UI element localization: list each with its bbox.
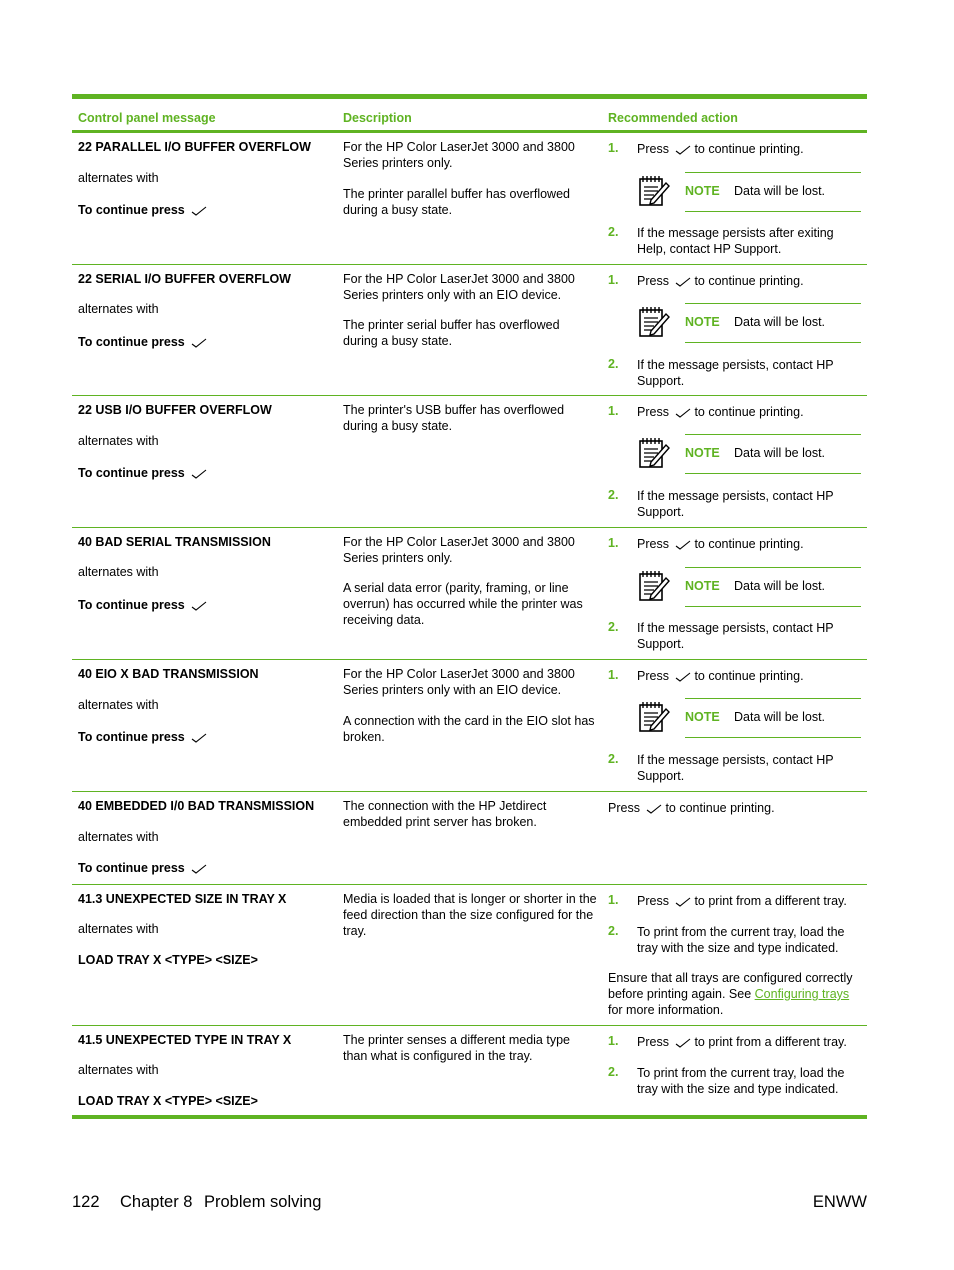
message-title: 41.3 UNEXPECTED SIZE IN TRAY X	[78, 892, 287, 906]
note-text: Data will be lost.	[734, 579, 826, 593]
step-text: If the message persists, contact HP Support.	[637, 489, 834, 519]
note-text: Data will be lost.	[734, 315, 826, 329]
message-title: 22 SERIAL I/O BUFFER OVERFLOW	[78, 272, 291, 286]
step-text: Press to continue printing.	[637, 537, 804, 551]
step-number: 2.	[608, 225, 619, 239]
load-tray-instruction: LOAD TRAY X <TYPE> <SIZE>	[78, 953, 258, 967]
header-recommended-action: Recommended action	[608, 111, 738, 125]
step-text: Press to continue printing.	[637, 669, 804, 683]
checkmark-icon	[191, 733, 207, 743]
alternates-text: alternates with	[78, 698, 159, 712]
continue-instruction: To continue press	[78, 730, 207, 744]
step-number: 2.	[608, 488, 619, 502]
alternates-text: alternates with	[78, 434, 159, 448]
note-box	[637, 303, 861, 341]
checkmark-icon	[646, 804, 662, 814]
table-header	[72, 99, 867, 133]
step-text: If the message persists after exiting Help, contact HP Support.	[637, 226, 834, 256]
message-title: 41.5 UNEXPECTED TYPE IN TRAY X	[78, 1033, 292, 1047]
header-control-panel-message: Control panel message	[78, 111, 216, 125]
note-text: Data will be lost.	[734, 446, 826, 460]
note-label: NOTE	[685, 710, 720, 724]
checkmark-icon	[675, 145, 691, 155]
message-title: 40 EMBEDDED I/0 BAD TRANSMISSION	[78, 799, 315, 813]
step-text: If the message persists, contact HP Support.	[637, 753, 834, 783]
description-text: A connection with the card in the EIO slot has broken.	[343, 714, 595, 744]
footer-chapter: Chapter 8	[120, 1193, 193, 1211]
checkmark-icon	[675, 540, 691, 550]
step-text: To print from the current tray, load the tray with the size and type indicated.	[637, 1066, 845, 1096]
step-number: 2.	[608, 752, 619, 766]
note-pad-icon	[637, 700, 671, 734]
note-label: NOTE	[685, 184, 720, 198]
checkmark-icon	[191, 206, 207, 216]
message-title: 22 USB I/O BUFFER OVERFLOW	[78, 403, 272, 417]
message-title: 40 EIO X BAD TRANSMISSION	[78, 667, 259, 681]
note-pad-icon	[637, 305, 671, 339]
step-text: If the message persists, contact HP Support.	[637, 358, 834, 388]
note-pad-icon	[637, 436, 671, 470]
table-row	[72, 528, 867, 660]
alternates-text: alternates with	[78, 171, 159, 185]
step-text: Press to continue printing.	[637, 405, 804, 419]
step-number: 1.	[608, 668, 619, 682]
checkmark-icon	[191, 601, 207, 611]
description-text: The printer senses a different media type than what is configured in the tray.	[343, 1033, 570, 1063]
note-box	[637, 434, 861, 472]
continue-instruction: To continue press	[78, 203, 207, 217]
load-tray-instruction: LOAD TRAY X <TYPE> <SIZE>	[78, 1094, 258, 1108]
action-text: Press to continue printing.	[608, 801, 775, 815]
checkmark-icon	[675, 408, 691, 418]
step-number: 1.	[608, 1034, 619, 1048]
message-title: 40 BAD SERIAL TRANSMISSION	[78, 535, 271, 549]
description-text: The printer's USB buffer has overflowed during a busy state.	[343, 403, 565, 433]
alternates-text: alternates with	[78, 830, 159, 844]
table-row	[72, 1026, 867, 1119]
alternates-text: alternates with	[78, 302, 159, 316]
note-pad-icon	[637, 569, 671, 603]
note-text: Data will be lost.	[734, 710, 826, 724]
checkmark-icon	[191, 469, 207, 479]
table-row	[72, 265, 867, 396]
step-number: 2.	[608, 620, 619, 634]
step-number: 1.	[608, 404, 619, 418]
table-row	[72, 885, 867, 1026]
note-pad-icon	[637, 174, 671, 208]
configuring-trays-link[interactable]: Configuring trays	[754, 987, 850, 1001]
note-text: Data will be lost.	[734, 184, 826, 198]
step-number: 1.	[608, 893, 619, 907]
description-text: A serial data error (parity, framing, or line overrun) has occurred while the printer was receiving data.	[343, 581, 583, 627]
footer-section: Problem solving	[204, 1193, 322, 1211]
note-label: NOTE	[685, 579, 720, 593]
description-text: The printer parallel buffer has overflowed during a busy state.	[343, 187, 570, 217]
table-row	[72, 396, 867, 528]
checkmark-icon	[675, 277, 691, 287]
note-label: NOTE	[685, 446, 720, 460]
step-number: 1.	[608, 273, 619, 287]
table-row	[72, 660, 867, 792]
additional-info: Ensure that all trays are configured correctly before printing again. See Configuring trays for more information.	[608, 971, 853, 1017]
step-number: 1.	[608, 536, 619, 550]
page-number: 122	[72, 1193, 100, 1211]
step-text: Press to continue printing.	[637, 274, 804, 288]
table-row	[72, 133, 867, 265]
step-number: 2.	[608, 924, 619, 938]
alternates-text: alternates with	[78, 1063, 159, 1077]
step-text: To print from the current tray, load the tray with the size and type indicated.	[637, 925, 845, 955]
checkmark-icon	[191, 338, 207, 348]
description-text: For the HP Color LaserJet 3000 and 3800 Series printers only with an EIO device.	[343, 272, 575, 302]
continue-instruction: To continue press	[78, 466, 207, 480]
alternates-text: alternates with	[78, 922, 159, 936]
step-text: Press to print from a different tray.	[637, 894, 847, 908]
description-text: For the HP Color LaserJet 3000 and 3800 Series printers only with an EIO device.	[343, 667, 575, 697]
step-text: Press to print from a different tray.	[637, 1035, 847, 1049]
continue-instruction: To continue press	[78, 861, 207, 875]
continue-instruction: To continue press	[78, 335, 207, 349]
note-box	[637, 567, 861, 605]
note-box	[637, 172, 861, 210]
alternates-text: alternates with	[78, 565, 159, 579]
note-label: NOTE	[685, 315, 720, 329]
continue-instruction: To continue press	[78, 598, 207, 612]
description-text: For the HP Color LaserJet 3000 and 3800 Series printers only.	[343, 140, 575, 170]
description-text: The printer serial buffer has overflowed during a busy state.	[343, 318, 560, 348]
description-text: The connection with the HP Jetdirect embedded print server has broken.	[343, 799, 547, 829]
step-text: Press to continue printing.	[637, 142, 804, 156]
note-box	[637, 698, 861, 736]
table-row	[72, 792, 867, 885]
checkmark-icon	[191, 864, 207, 874]
checkmark-icon	[675, 672, 691, 682]
footer-enww: ENWW	[812, 1193, 867, 1211]
problem-table	[72, 94, 867, 1119]
message-title: 22 PARALLEL I/O BUFFER OVERFLOW	[78, 140, 311, 154]
step-text: If the message persists, contact HP Support.	[637, 621, 834, 651]
header-description: Description	[343, 111, 412, 125]
checkmark-icon	[675, 1038, 691, 1048]
description-text: For the HP Color LaserJet 3000 and 3800 Series printers only.	[343, 535, 575, 565]
step-number: 2.	[608, 357, 619, 371]
description-text: Media is loaded that is longer or shorter in the feed direction than the size configured for the tray.	[343, 892, 597, 938]
step-number: 2.	[608, 1065, 619, 1079]
checkmark-icon	[675, 897, 691, 907]
step-number: 1.	[608, 141, 619, 155]
